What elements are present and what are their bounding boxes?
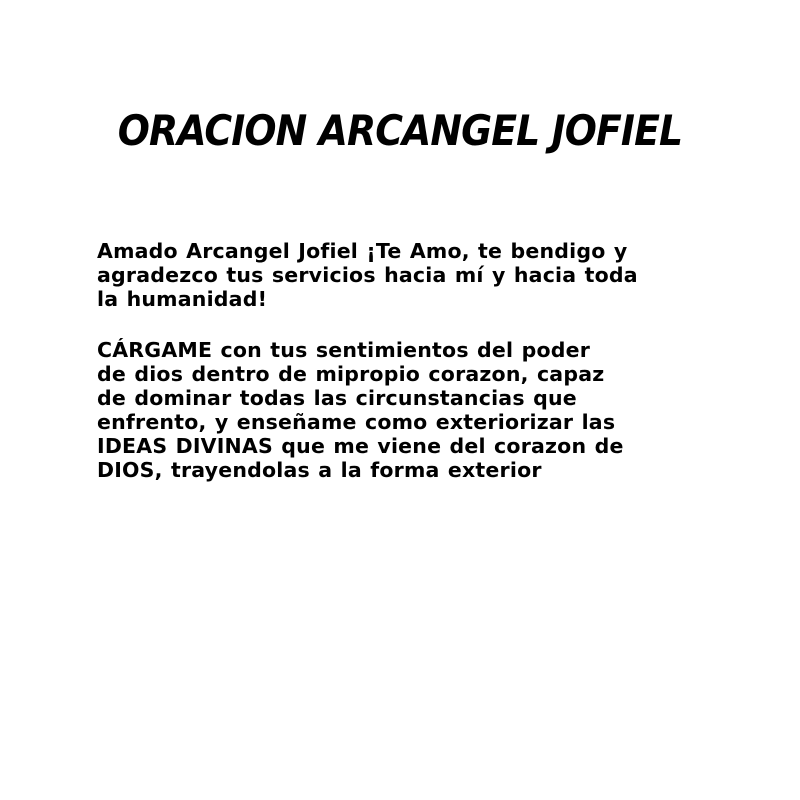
text-line: la humanidad!	[97, 287, 268, 311]
text-line: de dios dentro de mipropio corazon, capaz	[97, 362, 605, 386]
text-line: de dominar todas las circunstancias que	[97, 386, 577, 410]
text-line: agradezco tus servicios hacia mí y hacia toda	[97, 263, 638, 287]
paragraph-intro	[97, 239, 737, 311]
text-line: CÁRGAME con tus sentimientos del poder	[97, 338, 591, 362]
text-line: DIOS, trayendolas a la forma exterior	[97, 458, 542, 482]
paragraph-prayer	[97, 338, 737, 482]
text-line: IDEAS DIVINAS que me viene del corazon de	[97, 434, 624, 458]
page-title: ORACION ARCANGEL JOFIEL	[117, 106, 683, 155]
text-line: enfrento, y enseñame como exteriorizar las	[97, 410, 616, 434]
text-line: Amado Arcangel Jofiel ¡Te Amo, te bendigo y	[97, 239, 628, 263]
